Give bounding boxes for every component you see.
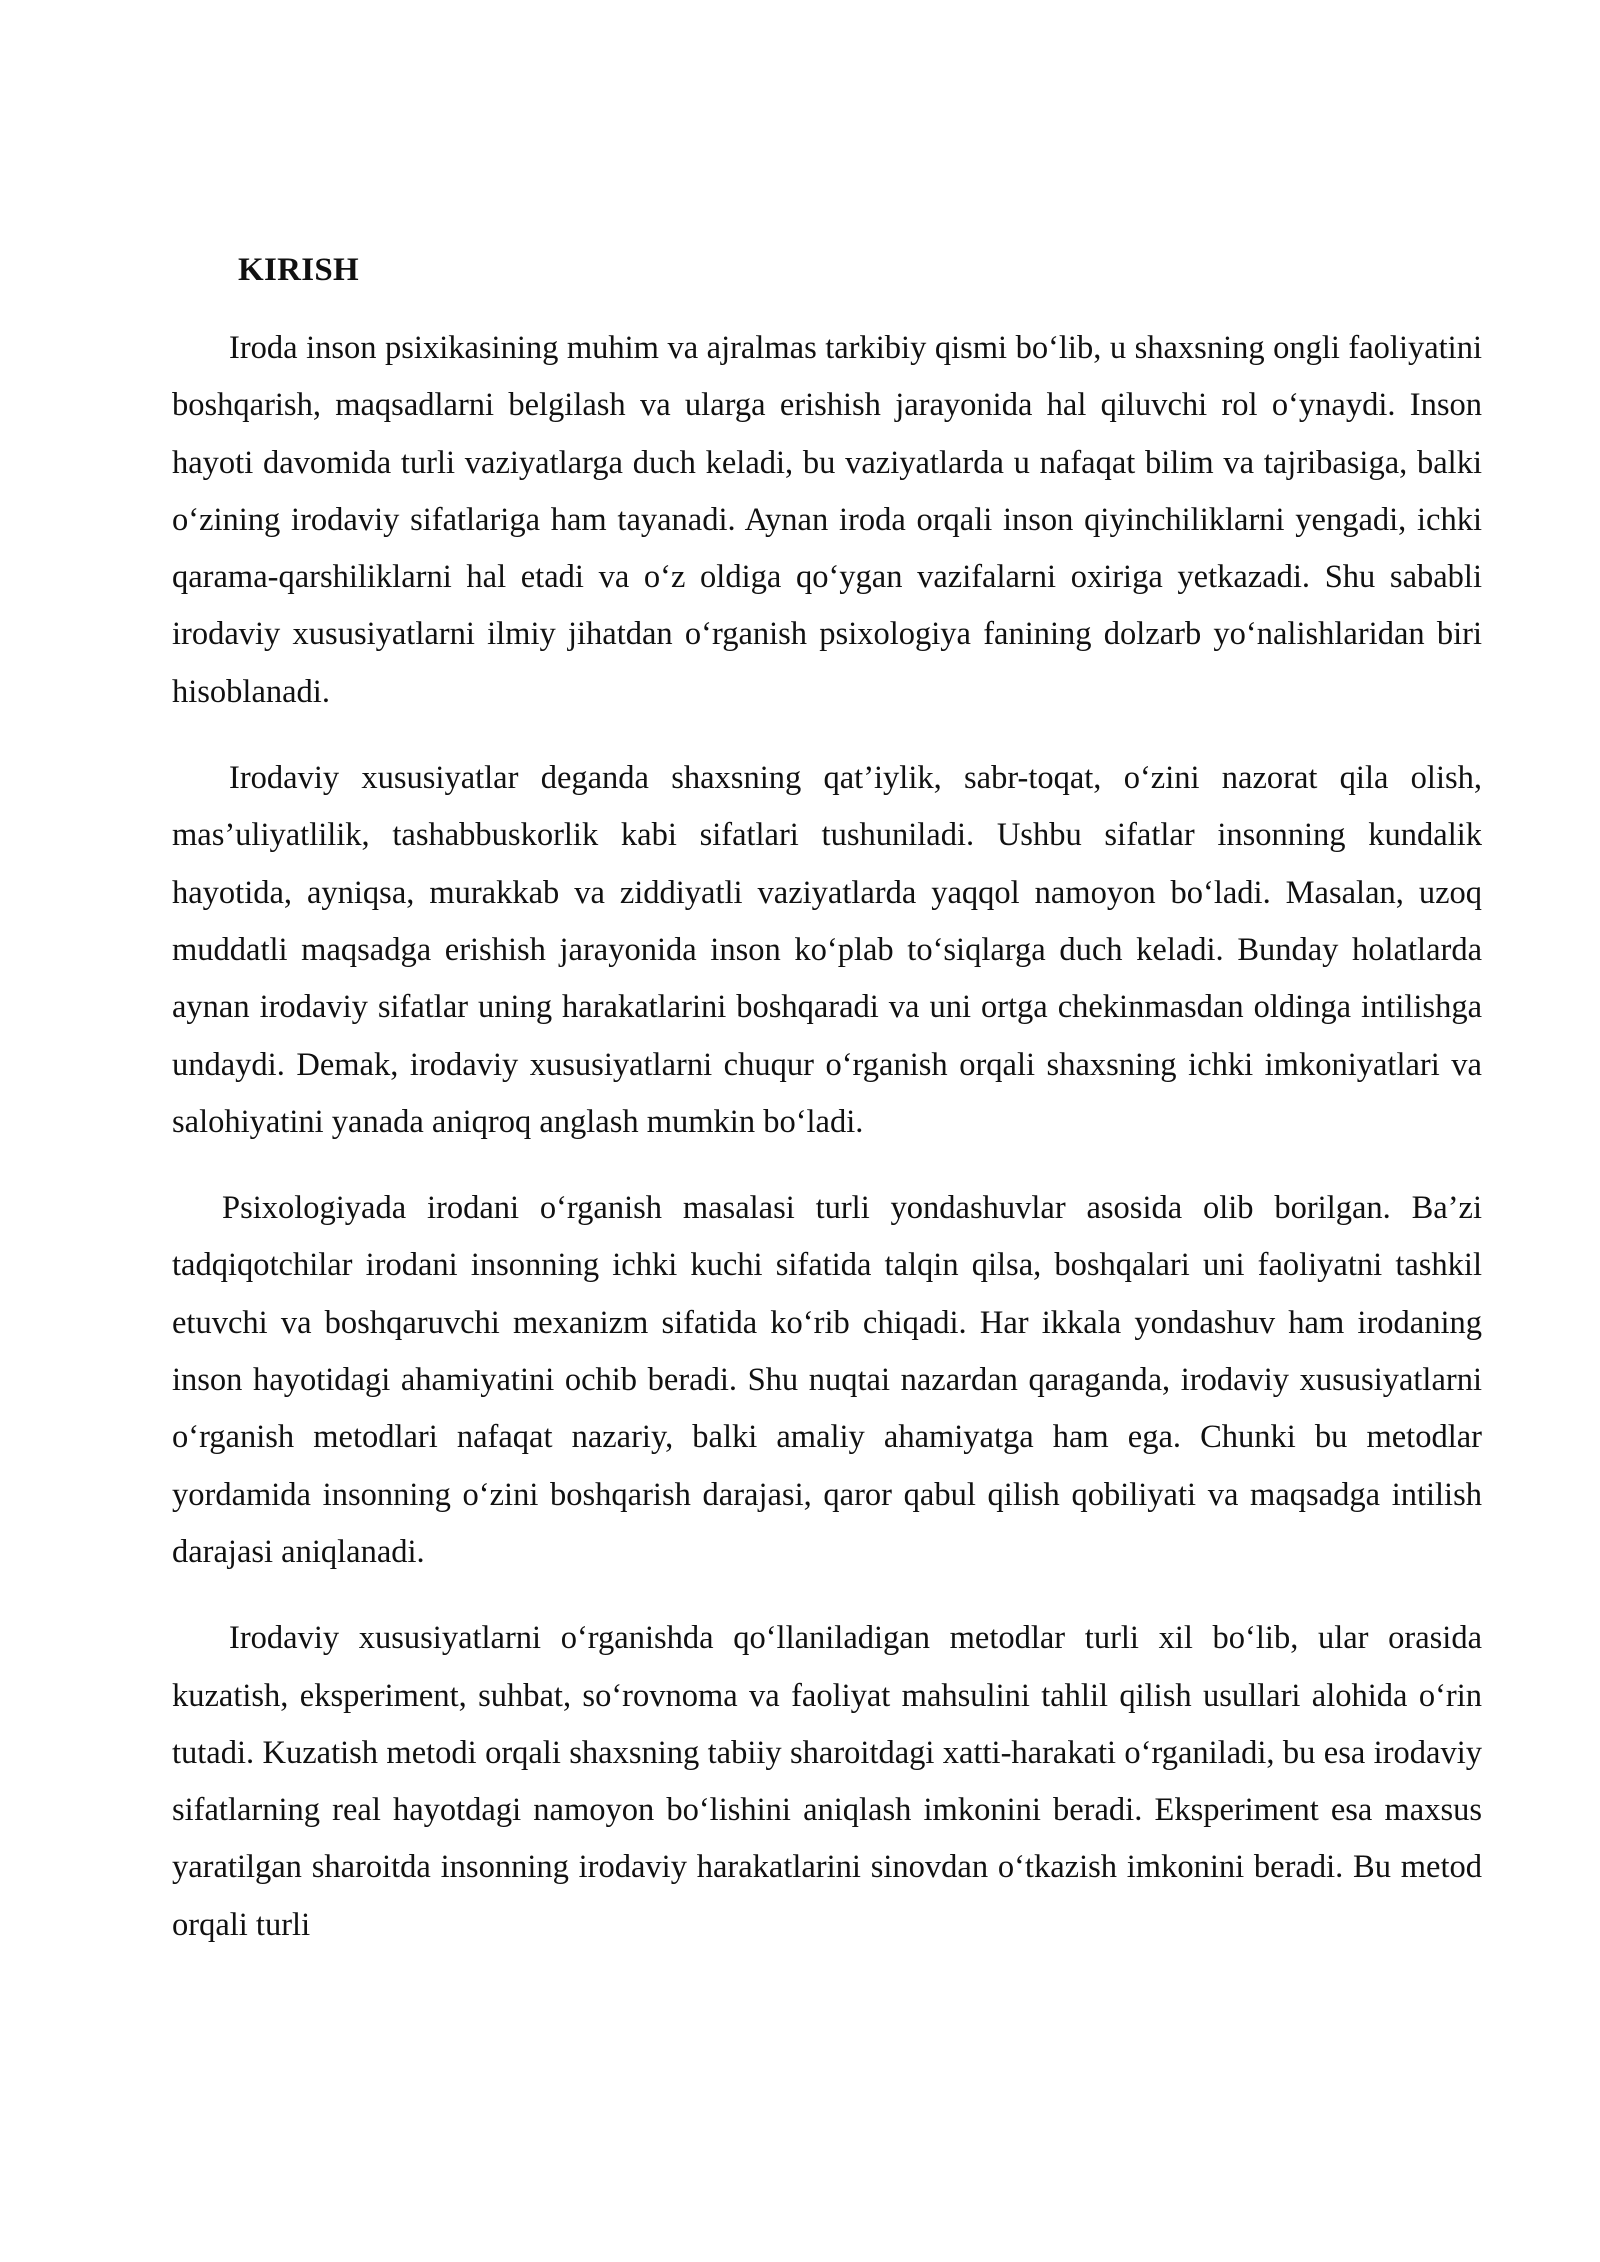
paragraph-2: Irodaviy xususiyatlar deganda shaxsning qat’iylik, sabr-toqat, o‘zini nazorat qila olish, mas’uliyatlilik, tashabbuskorlik kabi sifatlari tushuniladi. Ushbu sifatlar insonning kundalik hayotida, ayniqsa, murakkab va ziddiyatli vaziyatlarda yaqqol namoyon bo‘ladi. Masalan, uzoq muddatli maqsadga erishish jarayonida inson ko‘plab to‘siqlarga duch keladi. Bunday holatlarda aynan irodaviy sifatlar uning harakatlarini boshqaradi va uni ortga chekinmasdan oldinga intilishga undaydi. Demak, irodaviy xususiyatlarni chuqur o‘rganish orqali shaxsning ichki imkoniyatlari va salohiyatini yanada aniqroq anglash mumkin bo‘ladi. [172, 760, 1482, 1140]
paragraph-3: Psixologiyada irodani o‘rganish masalasi turli yondashuvlar asosida olib borilgan. Ba’zi tadqiqotchilar irodani insonning ichki kuchi sifatida talqin qilsa, boshqalari uni faoliyatni tashkil etuvchi va boshqaruvchi mexanizm sifatida ko‘rib chiqadi. Har ikkala yondashuv ham irodaning inson hayotidagi ahamiyatini ochib beradi. Shu nuqtai nazardan qaraganda, irodaviy xususiyatlarni o‘rganish metodlari nafaqat nazariy, balki amaliy ahamiyatga ham ega. Chunki bu metodlar yordamida insonning o‘zini boshqarish darajasi, qaror qabul qilish qobiliyati va maqsadga intilish darajasi aniqlanadi. [172, 1190, 1482, 1570]
document-body [172, 250, 1482, 1983]
paragraph-4: Irodaviy xususiyatlarni o‘rganishda qo‘llaniladigan metodlar turli xil bo‘lib, ular orasida kuzatish, eksperiment, suhbat, so‘rovnoma va faoliyat mahsulini tahlil qilish usullari alohida o‘rin tutadi. Kuzatish metodi orqali shaxsning tabiiy sharoitdagi xatti-harakati o‘rganiladi, bu esa irodaviy sifatlarning real hayotdagi namoyon bo‘lishini aniqlash imkonini beradi. Eksperiment esa maxsus yaratilgan sharoitda insonning irodaviy harakatlarini sinovdan o‘tkazish imkonini beradi. Bu metod orqali turli [172, 1620, 1482, 1943]
section-heading: KIRISH [238, 252, 360, 288]
paragraph-1: Iroda inson psixikasining muhim va ajralmas tarkibiy qismi bo‘lib, u shaxsning ongli faoliyatini boshqarish, maqsadlarni belgilash va ularga erishish jarayonida hal qiluvchi rol o‘ynaydi. Inson hayoti davomida turli vaziyatlarga duch keladi, bu vaziyatlarda u nafaqat bilim va tajribasiga, balki o‘zining irodaviy sifatlariga ham tayanadi. Aynan iroda orqali inson qiyinchiliklarni yengadi, ichki qarama-qarshiliklarni hal etadi va o‘z oldiga qo‘ygan vazifalarni oxiriga yetkazadi. Shu sababli irodaviy xususiyatlarni ilmiy jihatdan o‘rganish psixologiya fanining dolzarb yo‘nalishlaridan biri hisoblanadi. [172, 330, 1482, 710]
